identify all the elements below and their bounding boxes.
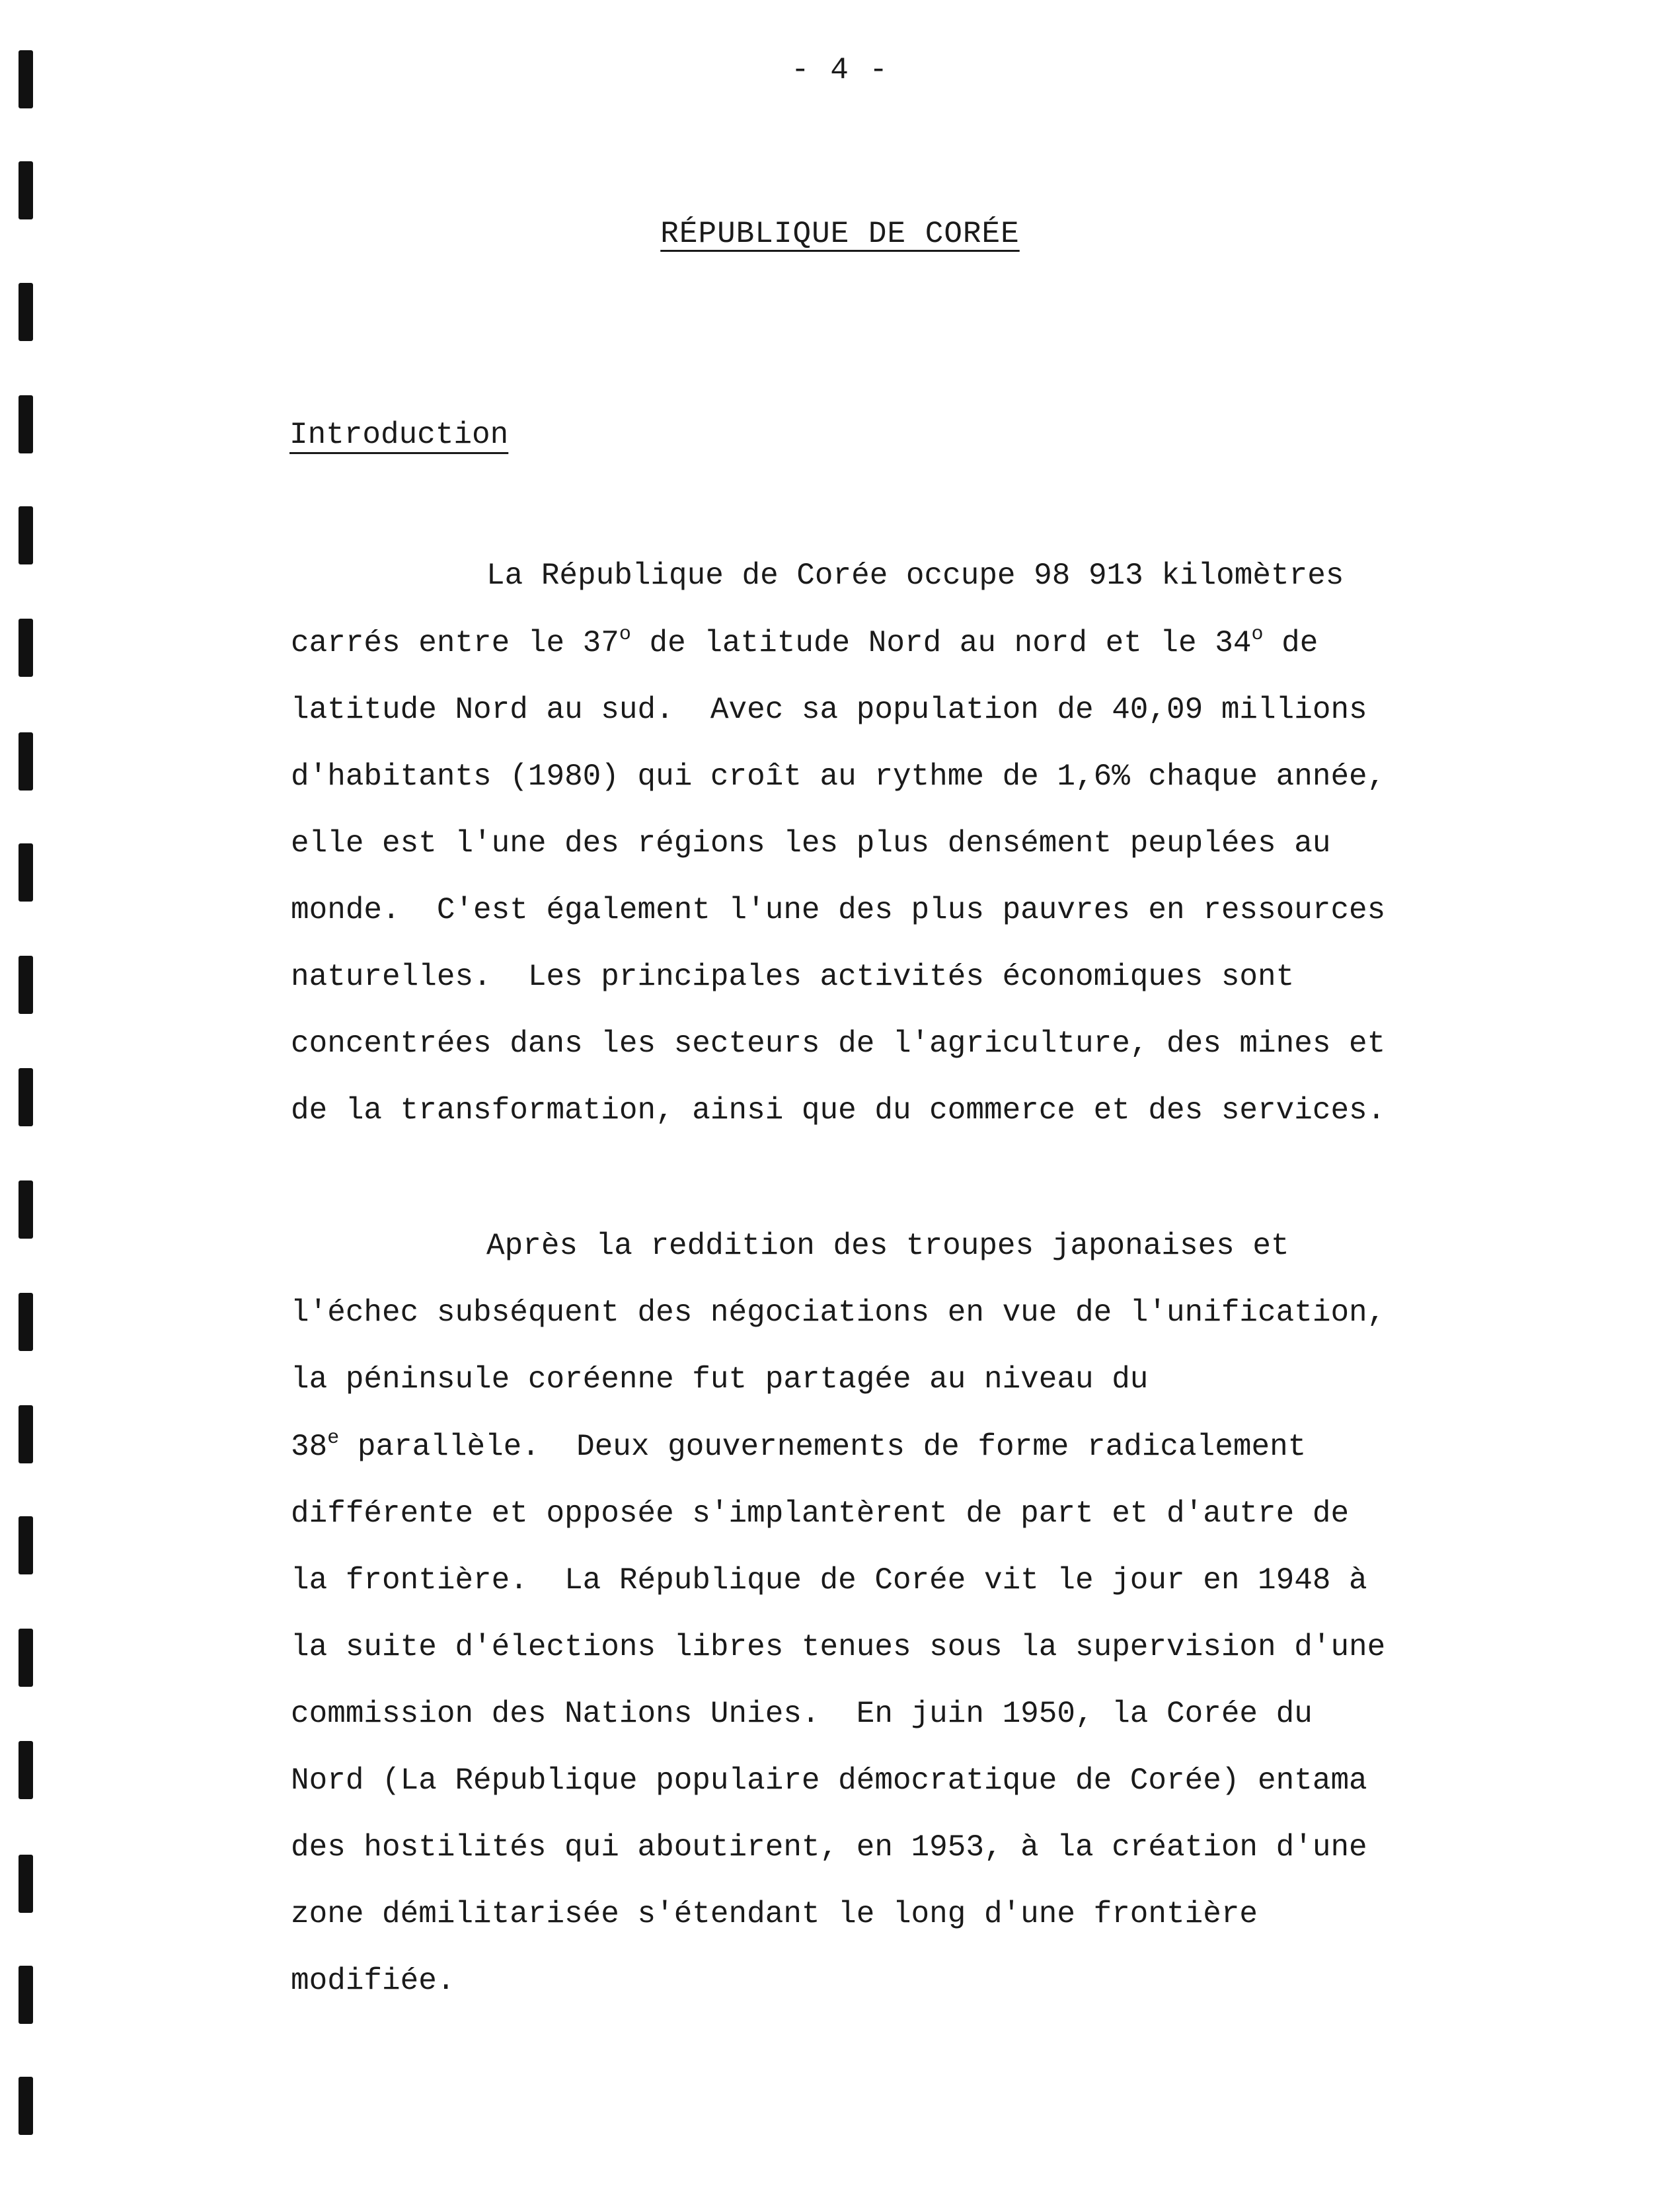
paragraph-line: zone démilitarisée s'étendant le long d'une frontière (291, 1897, 1258, 1931)
degree-superscript: o (619, 623, 631, 646)
paragraph-line: naturelles. Les principales activités économiques sont (291, 960, 1295, 994)
paragraph-line: la suite d'élections libres tenues sous la supervision d'une (291, 1630, 1386, 1664)
binder-hole (19, 1068, 33, 1126)
paragraph-line: d'habitants (1980) qui croît au rythme de 1,6% chaque année, (291, 759, 1386, 794)
paragraph-line: modifiée. (291, 1964, 455, 1998)
ordinal-superscript: e (327, 1427, 340, 1449)
degree-superscript: o (1251, 623, 1264, 646)
paragraph-line: Après la reddition des troupes japonaises et (486, 1229, 1289, 1263)
document-title (0, 217, 1680, 251)
line-text: de (1263, 626, 1318, 660)
paragraph-line: des hostilités qui aboutirent, en 1953, à la création d'une (291, 1830, 1367, 1865)
binder-hole (19, 1966, 33, 2024)
paragraph-line: Nord (La République populaire démocratique de Corée) entama (291, 1763, 1367, 1798)
paragraph-line: commission des Nations Unies. En juin 1950, la Corée du (291, 1697, 1313, 1731)
paragraph-line: différente et opposée s'implantèrent de part et d'autre de (291, 1496, 1350, 1531)
binder-hole (19, 1629, 33, 1687)
binder-hole (19, 1516, 33, 1574)
line-text: de latitude Nord au nord et le 34 (630, 626, 1252, 660)
paragraph-line: concentrées dans les secteurs de l'agriculture, des mines et (291, 1026, 1386, 1061)
binder-hole (19, 732, 33, 791)
paragraph-line: latitude Nord au sud. Avec sa population de 40,09 millions (291, 693, 1367, 727)
paragraph-line: la frontière. La République de Corée vit le jour en 1948 à (291, 1563, 1367, 1598)
binder-hole (19, 161, 33, 219)
document-title-text: RÉPUBLIQUE DE CORÉE (660, 217, 1020, 251)
paragraph-line (291, 1427, 1307, 1464)
binder-hole (19, 283, 33, 341)
binder-hole (19, 619, 33, 677)
paragraph-line: de la transformation, ainsi que du commerce et des services. (291, 1093, 1386, 1128)
paragraph-line: La République de Corée occupe 98 913 kilomètres (486, 559, 1344, 593)
paragraph-line: la péninsule coréenne fut partagée au niveau du (291, 1362, 1149, 1397)
line-text: parallèle. Deux gouvernements de forme radicalement (339, 1430, 1307, 1464)
line-text: 38 (291, 1430, 328, 1464)
paragraph-line: elle est l'une des régions les plus densément peuplées au (291, 826, 1331, 861)
line-text: carrés entre le 37 (291, 626, 619, 660)
binder-hole (19, 1855, 33, 1913)
binder-hole (19, 843, 33, 902)
paragraph-line: l'échec subséquent des négociations en vue de l'unification, (291, 1295, 1386, 1330)
binder-hole (19, 2077, 33, 2135)
binder-hole (19, 1293, 33, 1351)
binder-hole (19, 1180, 33, 1239)
paragraph-line (291, 623, 1318, 660)
page-number: - 4 - (790, 53, 890, 87)
section-heading: Introduction (289, 418, 509, 452)
binder-hole (19, 956, 33, 1014)
binder-hole (19, 506, 33, 564)
binder-hole (19, 395, 33, 453)
binder-hole (19, 1405, 33, 1463)
paragraph-line: monde. C'est également l'une des plus pauvres en ressources (291, 893, 1386, 927)
binder-hole (19, 1741, 33, 1799)
